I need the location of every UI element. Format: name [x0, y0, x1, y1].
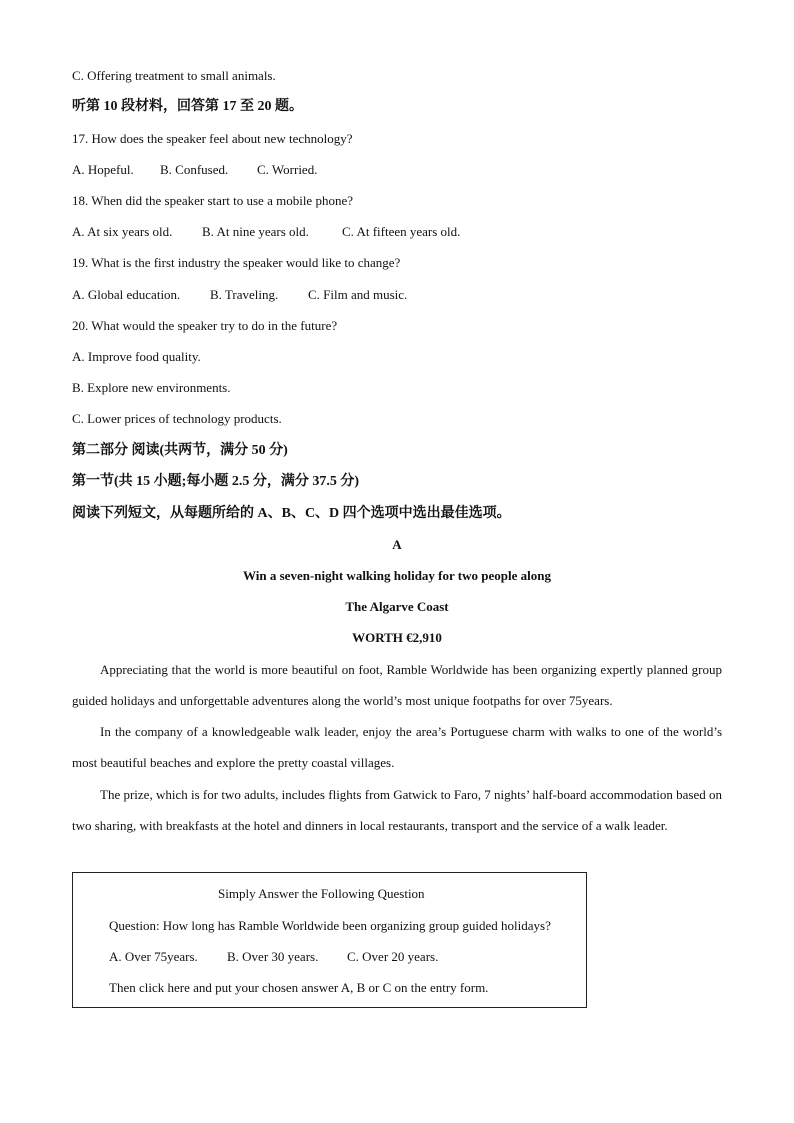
q18-option-c: C. At fifteen years old.	[342, 224, 461, 239]
q17-options	[72, 162, 317, 178]
passage-paragraph-1: Appreciating that the world is more beautiful on foot, Ramble Worldwide has been organizing expertly planned group guided holidays and unforgettable adventures along the world’s most unique footpaths for over 75years.	[72, 662, 722, 708]
answer-box-options	[109, 949, 438, 965]
q19-option-a: A. Global education.	[72, 287, 181, 302]
answer-box-question: Question: How long has Ramble Worldwide been organizing group guided holidays?	[109, 918, 551, 933]
answer-option-b[interactable]: B. Over 30 years.	[227, 949, 319, 964]
answer-box-title: Simply Answer the Following Question	[218, 886, 425, 901]
passage-paragraph-2: In the company of a knowledgeable walk leader, enjoy the area’s Portuguese charm with walks to one of the world’s most beautiful beaches and explore the pretty coastal villages.	[72, 724, 722, 770]
q17-option-c: C. Worried.	[257, 162, 318, 177]
q17-question: 17. How does the speaker feel about new technology?	[72, 131, 353, 146]
answer-box	[72, 872, 587, 1008]
passage-worth: WORTH €2,910	[352, 630, 442, 645]
q20-option-b: B. Explore new environments.	[72, 380, 231, 395]
answer-option-c[interactable]: C. Over 20 years.	[347, 949, 439, 964]
q16-option-c: C. Offering treatment to small animals.	[72, 68, 276, 83]
passage-letter: A	[392, 537, 402, 552]
q19-option-c: C. Film and music.	[308, 287, 408, 302]
q19-options	[72, 287, 407, 303]
passage-title-line1: Win a seven-night walking holiday for two people along	[243, 568, 551, 583]
q19-question: 19. What is the first industry the speaker would like to change?	[72, 255, 401, 270]
section1-heading: 第一节(共 15 小题;每小题 2.5 分，满分 37.5 分)	[72, 474, 359, 489]
section10-heading: 听第 10 段材料，回答第 17 至 20 题。	[72, 99, 303, 114]
reading-instruction: 阅读下列短文，从每题所给的 A、B、C、D 四个选项中选出最佳选项。	[72, 506, 511, 521]
q18-options	[72, 224, 460, 240]
passage-paragraph-3: The prize, which is for two adults, includes flights from Gatwick to Faro, 7 nights’ half-board accommodation based on two sharing, with breakfasts at the hotel and dinners in local restaurants, transport and the service of a walk leader.	[72, 787, 722, 833]
answer-option-a[interactable]: A. Over 75years.	[109, 949, 198, 964]
q20-option-a: A. Improve food quality.	[72, 349, 201, 364]
q18-question: 18. When did the speaker start to use a mobile phone?	[72, 193, 353, 208]
q20-question: 20. What would the speaker try to do in the future?	[72, 318, 338, 333]
q18-option-b: B. At nine years old.	[202, 224, 309, 239]
passage-title-line2: The Algarve Coast	[345, 599, 449, 614]
q19-option-b: B. Traveling.	[210, 287, 279, 302]
q18-option-a: A. At six years old.	[72, 224, 173, 239]
q20-option-c: C. Lower prices of technology products.	[72, 411, 282, 426]
q17-option-a: A. Hopeful.	[72, 162, 134, 177]
part2-heading: 第二部分 阅读(共两节，满分 50 分)	[72, 443, 288, 458]
q17-option-b: B. Confused.	[160, 162, 229, 177]
answer-box-instruction[interactable]: Then click here and put your chosen answer A, B or C on the entry form.	[109, 980, 489, 995]
